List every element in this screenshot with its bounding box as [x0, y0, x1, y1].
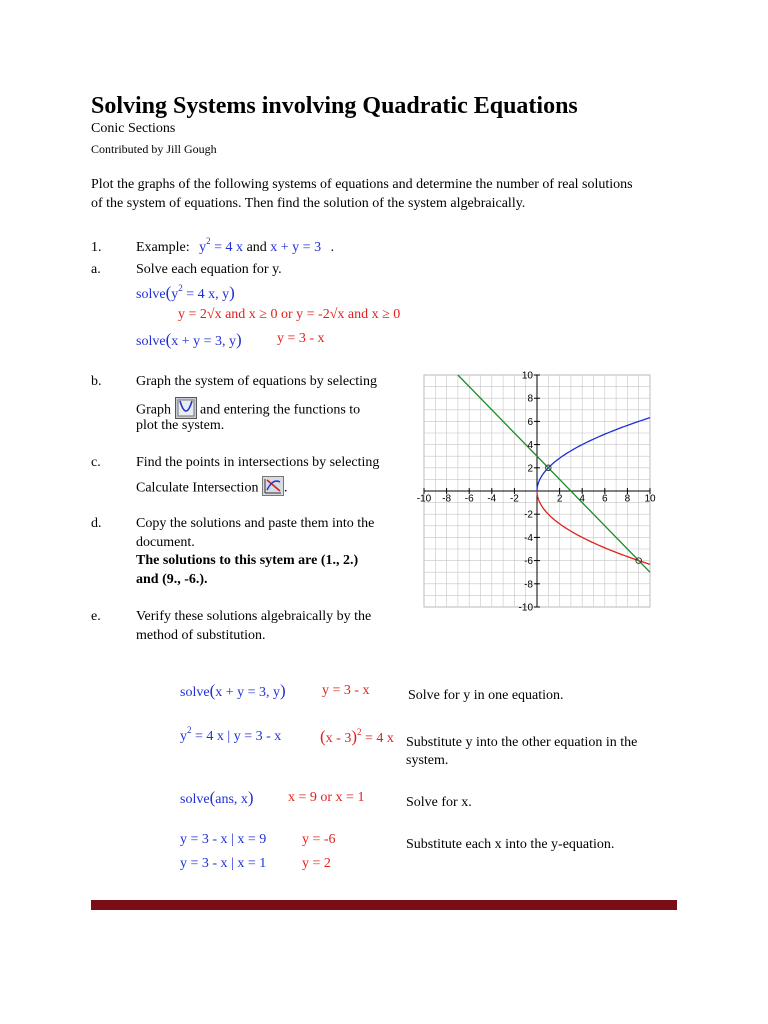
y-tick-label: -2 [524, 509, 533, 521]
example-line: Example: $y^2 = 4$ x and x + y = 3 . [136, 236, 335, 255]
item-number: 1. [91, 240, 102, 255]
verify-result-2: (x - 3)$^2$ = 4 x [320, 727, 394, 746]
step-e-line-1: Verify these solutions algebraically by the [136, 609, 372, 624]
x-tick-label: -10 [416, 493, 432, 505]
credit-line: Contributed by Jill Gough [91, 142, 217, 156]
verify-evaluate-x9: y = 3 - x | x = 9 [180, 832, 267, 847]
subtitle: Conic Sections [91, 121, 176, 136]
verify-note-2-line-2: system. [406, 753, 449, 768]
coordinate-graph [416, 366, 666, 616]
example-label: Example: [136, 240, 190, 255]
verify-result-x1: y = 2 [302, 856, 331, 871]
solutions-line-2: and (9., -6.). [136, 572, 208, 587]
x-tick-label: -8 [442, 493, 452, 505]
intro-line-2: of the system of equations. Then find the solution of the system algebraically. [91, 196, 526, 211]
verify-note-2-line-1: Substitute y into the other equation in the [406, 735, 638, 750]
verify-note-1: Solve for y in one equation. [408, 688, 564, 703]
equation-1: $y^2 = 4$ x [199, 236, 244, 255]
verify-result-x9: y = -6 [302, 832, 336, 847]
verify-evaluate-x1: y = 3 - x | x = 1 [180, 856, 267, 871]
y-tick-label: 6 [527, 416, 533, 428]
page-title: Solving Systems involving Quadratic Equations [91, 93, 578, 119]
verify-note-3: Solve for x. [406, 795, 472, 810]
step-c-line-1: Find the points in intersections by selecting [136, 455, 380, 470]
step-a-text: Solve each equation for y. [136, 262, 282, 277]
step-b-line-3: plot the system. [136, 418, 225, 433]
x-tick-label: -6 [464, 493, 474, 505]
y-tick-label: 2 [527, 463, 533, 475]
verify-solve-3: solve(ans, x) [180, 788, 254, 807]
y-tick-label: -6 [524, 556, 533, 568]
solutions-line-1: The solutions to this sytem are (1., 2.) [136, 553, 359, 568]
x-tick-label: 4 [579, 493, 585, 505]
y-tick-label: 8 [527, 393, 533, 405]
x-tick-label: -4 [487, 493, 497, 505]
step-d-number: d. [91, 516, 102, 531]
step-c-number: c. [91, 455, 101, 470]
verify-result-3: x = 9 or x = 1 [288, 790, 365, 805]
solve-expression-1: $solve(y^2 = 4$ x, y) [136, 283, 235, 302]
step-e-line-2: method of substitution. [136, 628, 266, 643]
step-b-line-2: Graph and entering the functions to [136, 397, 360, 424]
y-tick-label: -8 [524, 579, 533, 591]
x-tick-label: -2 [509, 493, 519, 505]
equation-2: x + y = 3 [270, 240, 322, 255]
curves [458, 375, 650, 572]
y-tick-label: 4 [527, 440, 533, 452]
x-tick-label: 2 [556, 493, 563, 505]
step-b-line-1: Graph the system of equations by selecting [136, 374, 378, 389]
intro-line-1: Plot the graphs of the following systems of equations and determine the number of real solutions [91, 177, 633, 192]
y-tick-label: 10 [521, 370, 533, 382]
y-tick-label: -4 [524, 532, 533, 544]
and-word: and [246, 240, 267, 255]
x-tick-label: 10 [644, 493, 656, 505]
intersection-icon [262, 476, 284, 501]
step-d-line-2: document. [136, 535, 195, 550]
solve-expression-2: solve(x + y = 3, y) [136, 330, 242, 349]
y-tick-label: -10 [518, 602, 533, 614]
step-e-number: e. [91, 609, 101, 624]
solve-result-1: y = 2√x and x ≥ 0 or y = -2√x and x ≥ 0 [178, 307, 401, 322]
verify-substitute-expression: $y^2 = 4$ x | y = 3 - x [180, 725, 282, 744]
step-b-number: b. [91, 374, 102, 389]
x-tick-label: 6 [602, 493, 608, 505]
verify-note-4: Substitute each x into the y-equation. [406, 837, 615, 852]
step-c-line-2: Calculate Intersection . [136, 476, 287, 501]
verify-result-1: y = 3 - x [322, 683, 370, 698]
curve-y-3-x [458, 375, 650, 572]
step-d-line-1: Copy the solutions and paste them into the [136, 516, 375, 531]
step-a-number: a. [91, 262, 101, 277]
footer-divider [91, 900, 677, 910]
solve-result-2: y = 3 - x [277, 331, 325, 346]
x-tick-label: 8 [624, 493, 631, 505]
verify-solve-1: solve(x + y = 3, y) [180, 681, 286, 700]
